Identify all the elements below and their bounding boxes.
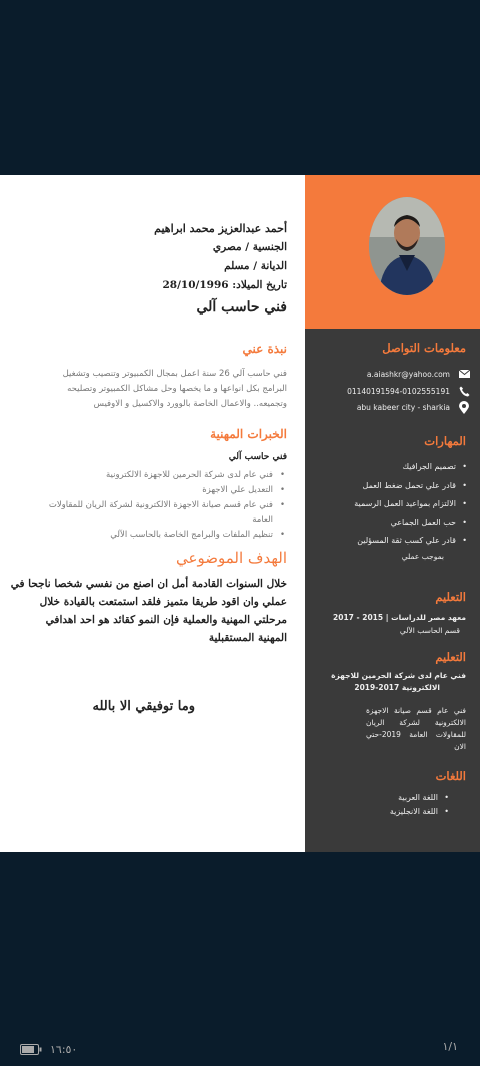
skills-list bbox=[318, 458, 468, 551]
list-item: • فني عام لدى شركة الحرمين للاجهزة الالكترونية bbox=[27, 468, 287, 483]
work-history-description: فني عام قسم صيانة الاجهزة الالكترونية لشركة الريان للمقاولات العامة 2019-حتي الان bbox=[366, 706, 466, 751]
list-item: • تنظيم الملفات والبرامج الخاصة بالحاسب الآلي bbox=[27, 528, 287, 543]
phone-icon bbox=[458, 385, 470, 397]
email-text[interactable]: a.aiashkr@yahoo.com bbox=[366, 369, 450, 379]
list-item: • الالتزام بمواعيد العمل الرسمية bbox=[318, 495, 468, 514]
contact-phone bbox=[347, 385, 470, 397]
skills-continuation: بموجب عملي bbox=[401, 552, 444, 561]
about-line: فني حاسب آلي 26 سنة اعمل بمجال الكمبيوتر وتنصيب وتشغيل bbox=[62, 369, 287, 379]
nationality: الجنسية / مصري bbox=[212, 241, 287, 253]
contact-email bbox=[367, 368, 470, 380]
main-column bbox=[0, 175, 305, 852]
objective-line: خلال السنوات القادمة أمل ان اصنع من نفسي شخصا ناجحا في bbox=[10, 578, 287, 590]
clock-time: ١٦:٥٠ bbox=[50, 1043, 78, 1056]
work-history-heading: فني عام لدى شركة الحرمين للاجهزة bbox=[331, 671, 466, 680]
objective-text bbox=[7, 575, 287, 647]
list-item: • التعديل علي الاجهزة bbox=[27, 483, 287, 498]
objective-title: الهدف الموضوعي bbox=[176, 549, 287, 567]
religion: الديانة / مسلم bbox=[224, 260, 287, 272]
location-pin-icon bbox=[458, 401, 470, 413]
list-item: • اللغة الانجليزية bbox=[350, 805, 450, 819]
contact-address bbox=[357, 401, 470, 413]
cv-page bbox=[0, 175, 480, 852]
closing-phrase: وما توفيقي الا بالله bbox=[92, 699, 195, 714]
objective-line: عملي وان اقود طريقا متميز فلقد استمتعت بالقيادة خلال bbox=[39, 596, 287, 608]
about-line: البرامج بكل انواعها و ما يخصها وحل مشاكل الكمبيوتر وتصليحه bbox=[67, 384, 287, 394]
phone-text[interactable]: 01140191594-0102555191 bbox=[347, 386, 450, 396]
objective-line: مرحلتي المهنية والعملية فإن النمو كقائد هو احد اهدافي bbox=[45, 614, 287, 626]
email-icon bbox=[458, 368, 470, 380]
list-item: • حب العمل الجماعي bbox=[318, 514, 468, 533]
birth-date: تاريخ الميلاد: 28/10/1996 bbox=[162, 279, 287, 291]
battery-icon bbox=[20, 1040, 42, 1059]
objective-line: المهنية المستقبلية bbox=[208, 632, 287, 644]
about-title: نبذة عني bbox=[242, 342, 287, 356]
experience-title: الخبرات المهنية bbox=[210, 427, 287, 441]
education-title: التعليم bbox=[435, 590, 466, 604]
contact-title: معلومات التواصل bbox=[382, 341, 466, 355]
status-bar-left bbox=[20, 1040, 77, 1059]
skills-title: المهارات bbox=[424, 434, 466, 448]
photo-band bbox=[305, 175, 480, 329]
work-history-title: التعليم bbox=[435, 650, 466, 664]
profile-photo bbox=[369, 197, 445, 295]
education-department: قسم الحاسب الآلي bbox=[399, 626, 460, 635]
list-item: • تصميم الجرافيك bbox=[318, 458, 468, 477]
sidebar bbox=[305, 175, 480, 852]
list-item: • اللغة العربية bbox=[350, 791, 450, 805]
job-title: فني حاسب آلي bbox=[196, 299, 287, 315]
languages-title: اللغات bbox=[435, 769, 466, 783]
address-text: abu kabeer city - sharkia bbox=[356, 402, 450, 412]
experience-list bbox=[27, 468, 287, 543]
about-text bbox=[37, 367, 287, 412]
about-line: وتجميعه.. والاعمال الخاصة بالوورد والاكسيل و الاوفيس bbox=[93, 399, 287, 409]
list-item: • قادر علي كسب ثقة المسؤلين bbox=[318, 532, 468, 551]
education-school: معهد مصر للدراسات | 2015 - 2017 bbox=[333, 613, 466, 622]
list-item: • قادر علي تحمل ضغط العمل bbox=[318, 477, 468, 496]
experience-role: فني حاسب آلي bbox=[228, 452, 287, 462]
work-history-heading-2: الالكترونية 2017-2019 bbox=[354, 683, 440, 692]
full-name: أحمد عبدالعزيز محمد ابراهيم bbox=[154, 222, 287, 235]
list-item: • فني عام قسم صيانة الاجهزة الالكترونية لشركة الريان للمقاولات العامة bbox=[27, 498, 287, 528]
languages-list bbox=[350, 791, 450, 819]
page-indicator: ١/١ bbox=[442, 1040, 458, 1053]
